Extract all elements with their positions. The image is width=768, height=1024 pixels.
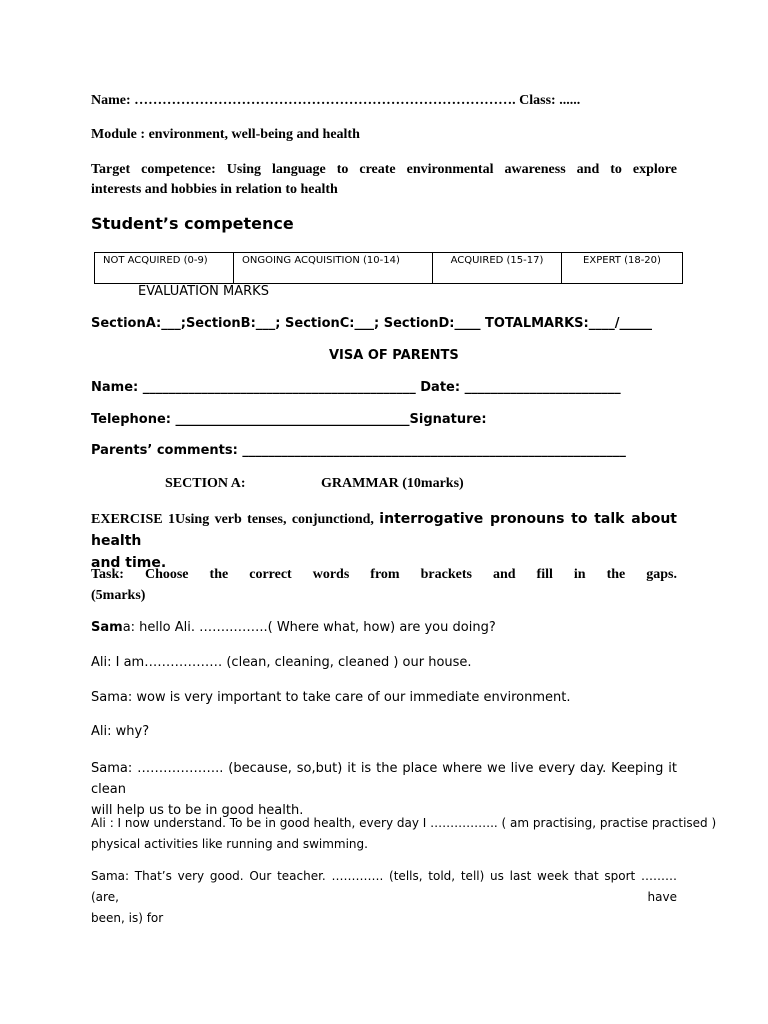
name-dots: ………………………………………………………………………. [134,93,516,108]
module-value: environment, well-being and health [148,127,360,142]
dialogue-6-line-2: physical activities like running and swimming. [91,837,368,851]
task-line-1: Task: Choose the correct words from brackets and fill in the gaps. [91,567,677,582]
evaluation-title: EVALUATION MARKS [138,284,269,299]
competence-title: Student’s competence [91,214,294,233]
task-instruction [91,564,677,606]
telephone-signature-line: Telephone: ____________________________________Signature: [91,412,487,427]
exercise-line-1-part-b: interrogative pronouns to talk about health [91,511,677,549]
exercise-line-1 [91,508,677,552]
class-dots: ...... [559,93,581,108]
dialogue-7-line-2: been, is) for [91,911,164,925]
dialogue-line-6 [91,813,717,855]
section-a-label: SECTION A: [165,476,246,491]
task-line-2: (5marks) [91,588,146,603]
target-competence [91,160,677,200]
parents-comments-line: Parents’ comments: ___________________________________________________________ [91,443,626,458]
level-ongoing-acquisition: ONGOING ACQUISITION (10-14) [234,253,433,284]
exercise-line-1-part-a: EXERCISE 1Using verb tenses, conjunctiond, [91,512,380,527]
dialogue-1-text: a: hello Ali. ……..……..( Where what, how) are you doing? [122,620,496,635]
parent-name-date-line: Name: __________________________________________ Date: ________________________ [91,380,621,395]
module-line [91,127,677,143]
section-marks-line: SectionA:___;SectionB:___; SectionC:___; SectionD:____ TOTALMARKS:____/_____ [91,316,652,331]
dialogue-line-7 [91,866,677,929]
dialogue-line-5 [91,758,677,821]
level-not-acquired: NOT ACQUIRED (0-9) [95,253,234,284]
dialogue-6-line-1: Ali : I now understand. To be in good health, every day I …………….. ( am practising, practise practised ) [91,816,717,830]
exercise-line-2: and time. [91,555,167,571]
competence-row [95,253,683,284]
grammar-title: GRAMMAR (10marks) [321,476,464,491]
dialogue-7-line-1: Sama: That’s very good. Our teacher. …………. (tells, told, tell) us last week that sport ……… (are, have [91,869,677,904]
competence-table [94,252,683,284]
dialogue-1-speaker: Sam [91,620,123,635]
module-label: Module : [91,127,149,142]
parents-visa-title: VISA OF PARENTS [329,348,459,363]
target-line-1: Target competence: Using language to create environmental awareness and to explore [91,162,677,177]
dialogue-line-4: Ali: why? [91,724,150,739]
dialogue-line-1 [91,620,677,635]
target-line-2: interests and hobbies in relation to health [91,182,338,197]
dialogue-line-3: Sama: wow is very important to take care of our immediate environment. [91,690,571,705]
dialogue-5-line-1: Sama: ……………….. (because, so,but) it is the place where we live every day. Keeping it clean [91,761,677,797]
name-label: Name: [91,93,135,108]
student-name-line [91,93,677,109]
dialogue-5-line-2: will help us to be in good health. [91,803,304,818]
dialogue-line-2: Ali: I am……………… (clean, cleaning, cleaned ) our house. [91,655,472,670]
class-label: Class: [515,93,560,108]
level-acquired: ACQUIRED (15-17) [433,253,562,284]
level-expert: EXPERT (18-20) [562,253,683,284]
